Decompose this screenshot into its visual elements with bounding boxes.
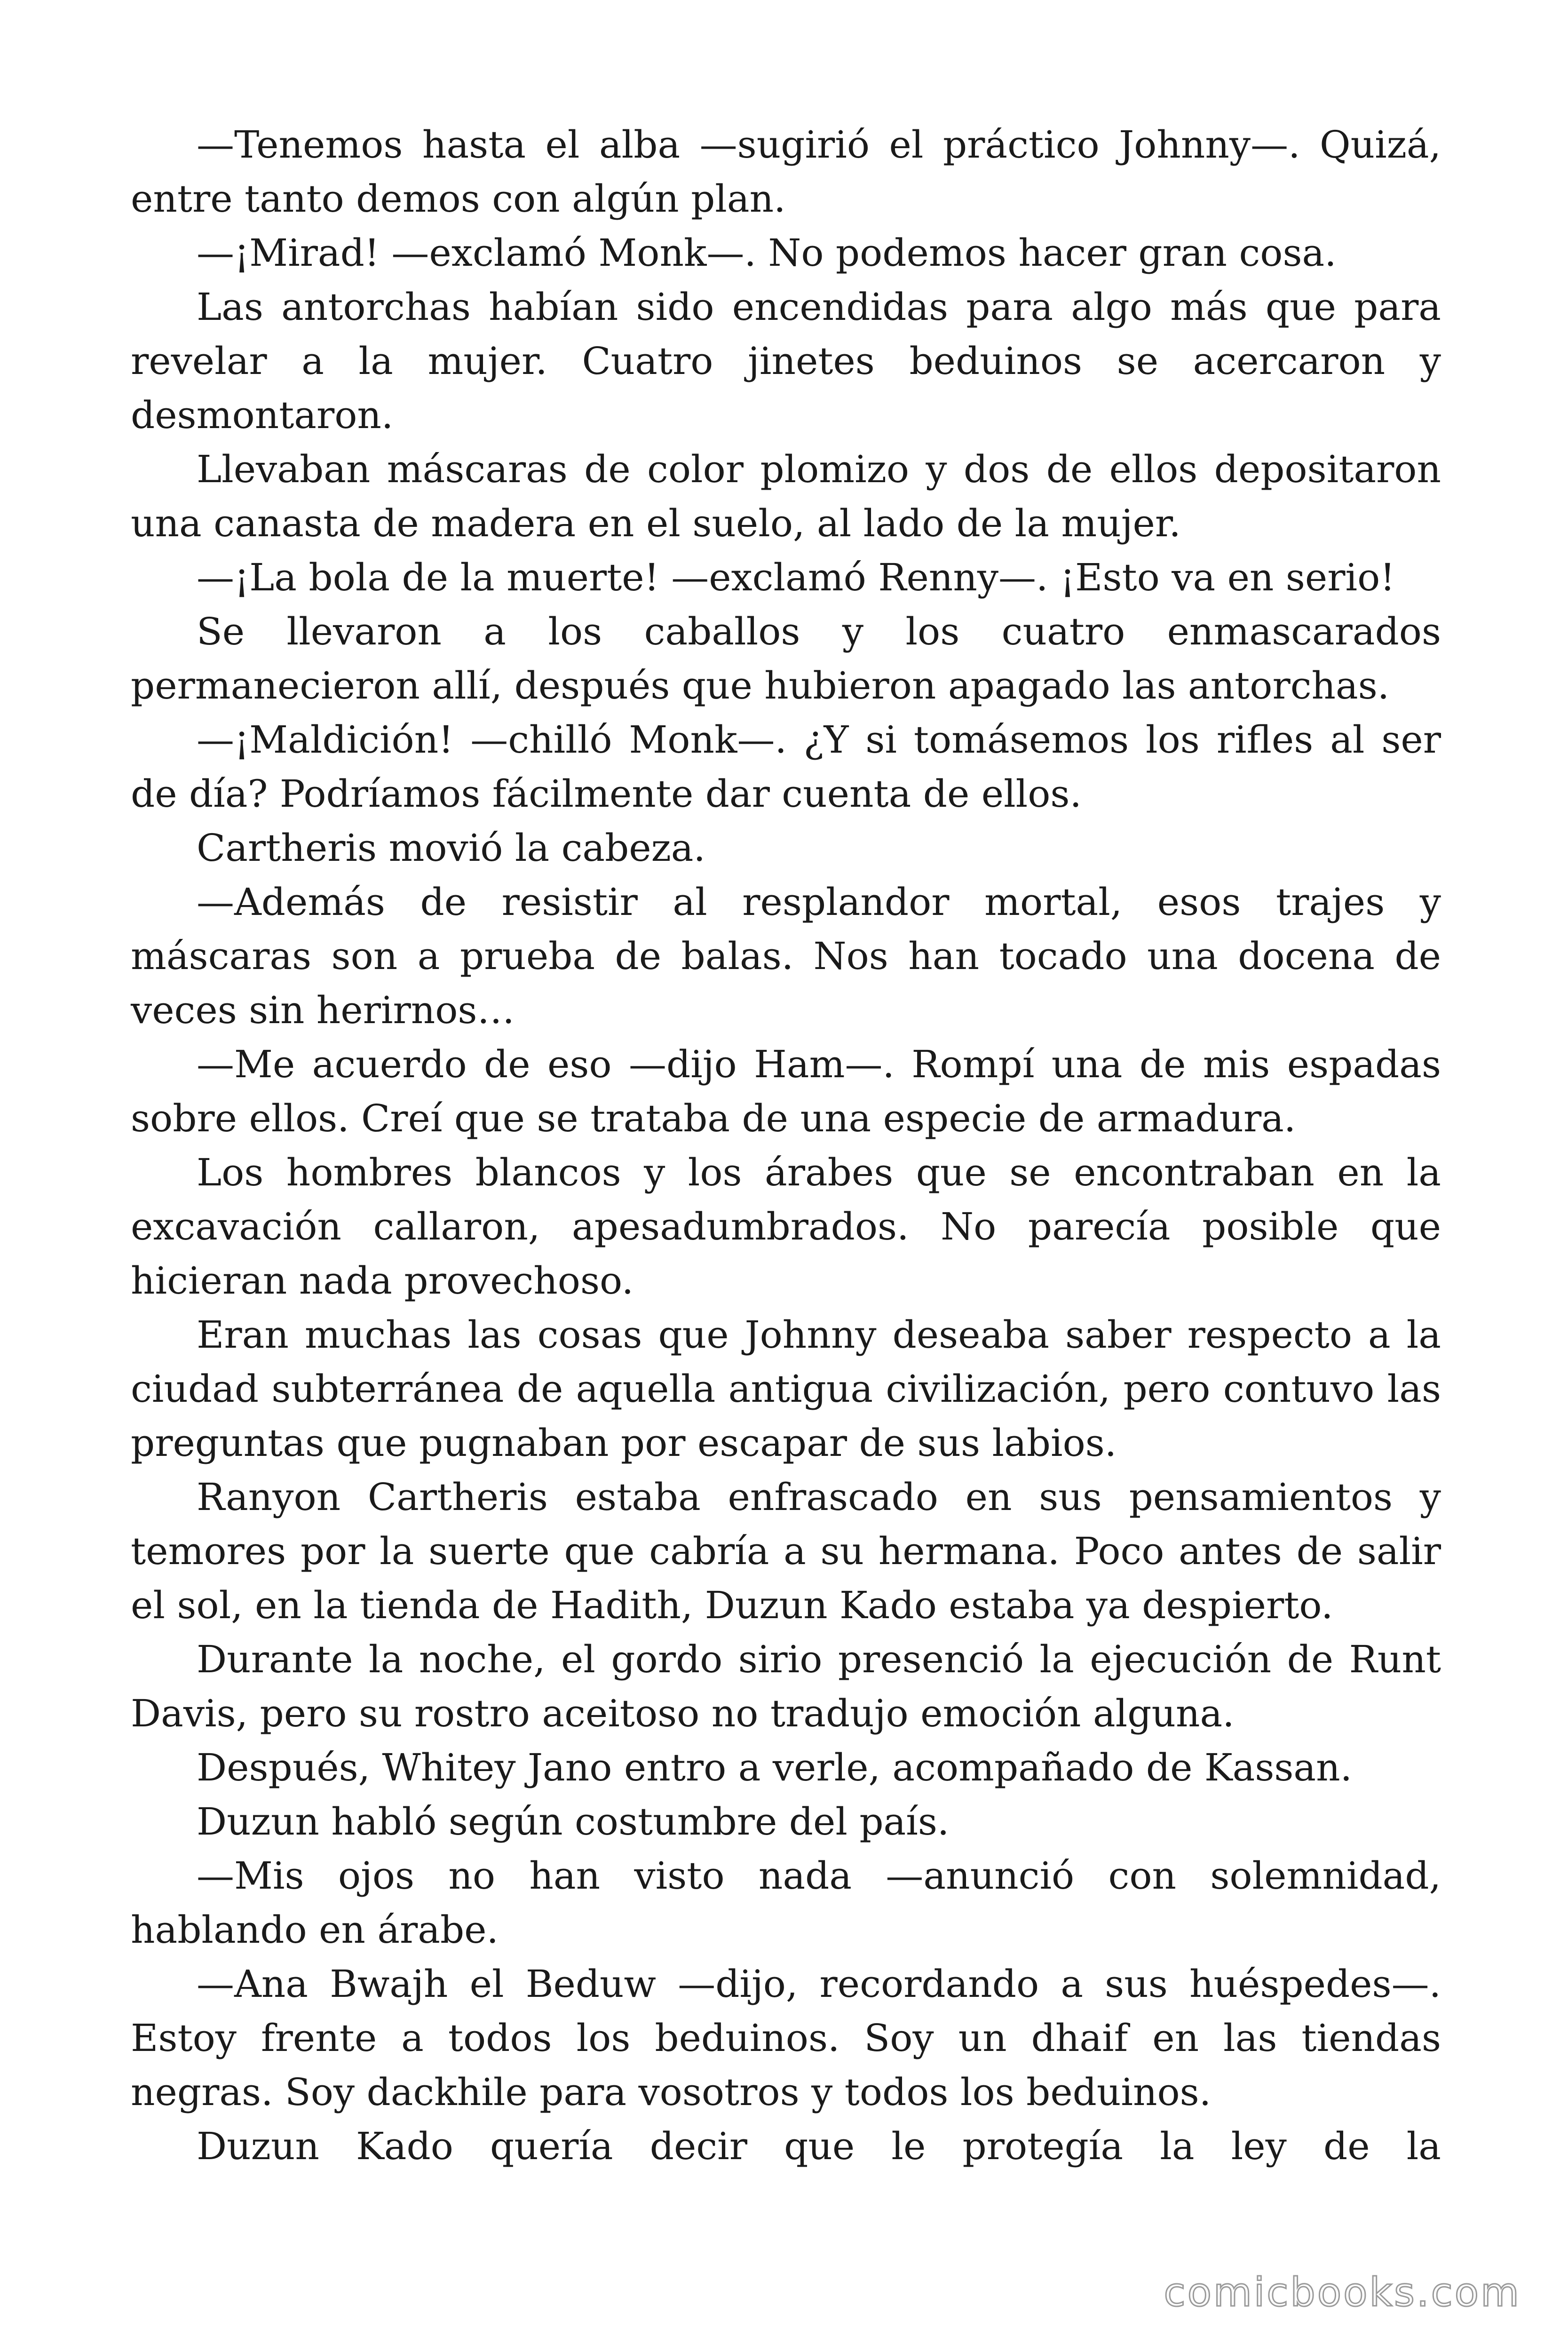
paragraph: Cartheris movió la cabeza. [197,826,705,870]
watermark: comicbooks.com [1164,2269,1521,2315]
paragraph: —Ana Bwajh el Beduw —dijo, recordando a sus huéspedes—. Estoy frente a todos los beduinos. Soy un dhaif en las tiendas negras. Soy dackhile para vosotros y todos los beduinos. [131,1962,1441,2114]
paragraph: Ranyon Cartheris estaba enfrascado en sus pensamientos y temores por la suerte que cabría a su hermana. Poco antes de salir el sol, en la tienda de Hadith, Duzun Kado estaba ya despierto. [131,1475,1441,1627]
paragraph: Eran muchas las cosas que Johnny deseaba saber respecto a la ciudad subterránea de aquella antigua civilización, pero contuvo las preguntas que pugnaban por escapar de sus labios. [131,1313,1441,1465]
paragraph: —Me acuerdo de eso —dijo Ham—. Rompí una de mis espadas sobre ellos. Creí que se trataba de una especie de armadura. [131,1042,1441,1140]
paragraph: Duzun Kado quería decir que le protegía la ley de la [197,2124,1441,2168]
paragraph: Llevaban máscaras de color plomizo y dos de ellos depositaron una canasta de madera en el suelo, al lado de la mujer. [131,447,1441,545]
paragraph: —¡Maldición! —chilló Monk—. ¿Y si tomásemos los rifles al ser de día? Podríamos fácilmente dar cuenta de ellos. [131,718,1441,816]
paragraph: Se llevaron a los caballos y los cuatro enmascarados permanecieron allí, después que hubieron apagado las antorchas. [131,610,1441,707]
paragraph: Las antorchas habían sido encendidas para algo más que para revelar a la mujer. Cuatro jinetes beduinos se acercaron y desmontaron. [131,285,1441,437]
paragraph: —Tenemos hasta el alba —sugirió el práctico Johnny—. Quizá, entre tanto demos con algún plan. [131,123,1441,221]
paragraph: Después, Whitey Jano entro a verle, acompañado de Kassan. [197,1746,1353,1789]
paragraph: —¡La bola de la muerte! —exclamó Renny—. ¡Esto va en serio! [197,556,1395,599]
body-text [131,118,1441,2173]
paragraph: Duzun habló según costumbre del país. [197,1800,950,1843]
paragraph: Los hombres blancos y los árabes que se encontraban en la excavación callaron, apesadumbrados. No parecía posible que hicieran nada provechoso. [131,1151,1441,1303]
paragraph: —Además de resistir al resplandor mortal, esos trajes y máscaras son a prueba de balas. Nos han tocado una docena de veces sin herirnos… [131,880,1441,1032]
paragraph: —Mis ojos no han visto nada —anunció con solemnidad, hablando en árabe. [131,1854,1441,1952]
paragraph: Durante la noche, el gordo sirio presenció la ejecución de Runt Davis, pero su rostro aceitoso no tradujo emoción alguna. [131,1637,1441,1735]
paragraph: —¡Mirad! —exclamó Monk—. No podemos hacer gran cosa. [197,231,1337,275]
